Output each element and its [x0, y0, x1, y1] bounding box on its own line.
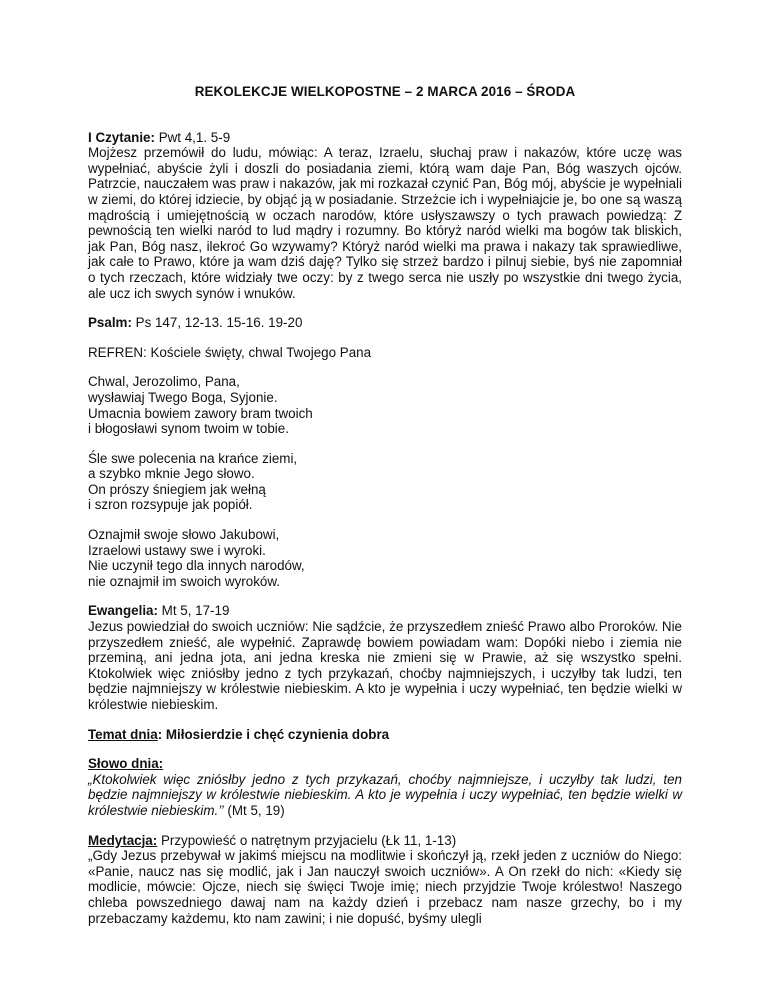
theme-section	[88, 727, 682, 743]
page-title: REKOLEKCJE WIELKOPOSTNE – 2 MARCA 2016 – ŚRODA	[194, 84, 576, 99]
reading-1-ref: Pwt 4,1. 5-9	[154, 129, 231, 145]
gospel-heading	[88, 603, 682, 619]
psalm-line: nie oznajmił im swoich wyroków.	[88, 573, 280, 589]
psalm-line: Chwal, Jerozolimo, Pana,	[88, 374, 240, 390]
word-ref: (Mt 5, 19)	[223, 802, 285, 818]
word-section	[88, 756, 682, 818]
psalm-line: Oznajmił swoje słowo Jakubowi,	[88, 527, 280, 543]
meditation-text: „Gdy Jezus przebywał w jakimś miejscu na modlitwie i skończył ją, rzekł jeden z uczniów do Niego: «Panie, naucz nas się modlić, jak i Jan nauczył swoich uczniów». A On rzekł do nich: «Kiedy się modlicie, mówcie: Ojcze, niech się święci Twoje imię; niech przyjdzie Twoje królestwo! Naszego chleba powszedniego dawaj nam na każdy dzień i przebacz nam nasze grzechy, bo i my przebaczamy każdemu, kto nam zawini; i nie dopuść, byśmy ulegli	[88, 848, 682, 926]
psalm-stanza-1	[88, 374, 682, 436]
psalm-line: i błogosławi synom twoim w tobie.	[88, 421, 289, 437]
reading-1-section	[88, 130, 682, 302]
reading-1-label: I Czytanie:	[88, 129, 155, 145]
psalm-refrain: REFREN: Kościele święty, chwal Twojego Pana	[88, 344, 372, 360]
psalm-line: Nie uczynił tego dla innych narodów,	[88, 558, 305, 574]
gospel-text: Jezus powiedział do swoich uczniów: Nie sądźcie, że przyszedłem znieść Prawo albo Proroków. Nie przyszedłem znieść, ale wypełnić. Zaprawdę bowiem powiadam wam: Dopóki niebo i ziemia nie przeminą, ani jedna jota, ani jedna kreska nie zmieni się w Prawie, aż się wszystko spełni. Ktokolwiek więc zniósłby jedno z tych przykazań, choćby najmniejszych, i uczyłby tak ludzi, ten będzie najmniejszy w królestwie niebieskim. A kto je wypełnia i uczy wypełniać, ten będzie wielki w królestwie niebieskim.	[88, 619, 682, 712]
theme-heading	[88, 727, 682, 743]
reading-1-heading	[88, 130, 682, 146]
word-label: Słowo dnia:	[88, 756, 164, 772]
word-paragraph	[88, 772, 682, 819]
meditation-label: Medytacja:	[88, 832, 158, 848]
gospel-ref: Mt 5, 17-19	[157, 603, 230, 619]
meditation-heading	[88, 833, 682, 849]
psalm-stanza-2	[88, 451, 682, 513]
gospel-label: Ewangelia:	[88, 603, 158, 619]
psalm-line: wysławiaj Twego Boga, Syjonie.	[88, 389, 278, 405]
document-content	[88, 84, 682, 926]
psalm-line: On prószy śniegiem jak wełną	[88, 481, 266, 497]
psalm-heading	[88, 315, 682, 331]
meditation-ref: Przypowieść o natrętnym przyjacielu (Łk 11, 1-13)	[157, 832, 457, 848]
gospel-section	[88, 603, 682, 712]
psalm-line: a szybko mknie Jego słowo.	[88, 466, 255, 482]
psalm-line: Umacnia bowiem zawory bram twoich	[88, 405, 313, 421]
theme-text: : Miłosierdzie i chęć czynienia dobra	[157, 726, 390, 742]
psalm-stanza-3	[88, 527, 682, 589]
psalm-label: Psalm:	[88, 315, 132, 331]
psalm-section	[88, 315, 682, 589]
psalm-ref: Ps 147, 12-13. 15-16. 19-20	[131, 315, 303, 331]
meditation-section	[88, 833, 682, 927]
word-quote: „Ktokolwiek więc zniósłby jedno z tych przykazań, choćby najmniejsze, i uczyłby tak ludzi, ten będzie najmniejszy w królestwie niebieskim. A kto je wypełnia i uczy wypełniać, ten będzie wielki w królestwie niebieskim.’’	[88, 771, 682, 818]
psalm-line: Izraelowi ustawy swe i wyroki.	[88, 542, 266, 558]
psalm-line: Śle swe polecenia na krańce ziemi,	[88, 450, 298, 466]
psalm-line: i szron rozsypuje jak popiół.	[88, 497, 253, 513]
reading-1-text: Mojżesz przemówił do ludu, mówiąc: A teraz, Izraelu, słuchaj praw i nakazów, które uczę was wypełniać, abyście żyli i doszli do posiadania ziemi, którą wam daje Pan, Bóg waszych ojców. Patrzcie, nauczałem was praw i nakazów, jak mi rozkazał czynić Pan, Bóg mój, abyście je wypełniali w ziemi, do której idziecie, by objąć ją w posiadanie. Strzeżcie ich i wypełniajcie je, bo one są waszą mądrością i umiejętnością w oczach narodów, które usłyszawszy o tych prawach powiedzą: Z pewnością ten wielki naród to lud mądry i rozumny. Bo któryż naród wielki ma bogów tak bliskich, jak Pan, Bóg nasz, ilekroć Go wzywamy? Któryż naród wielki ma prawa i nakazy tak sprawiedliwe, jak całe to Prawo, które ja wam dziś daję? Tylko się strzeż bardzo i pilnuj siebie, byś nie zapomniał o tych rzeczach, które widziały twe oczy: by z twego serca nie uszły po wszystkie dni twego życia, ale ucz ich swych synów i wnuków.	[88, 145, 682, 301]
theme-label: Temat dnia	[88, 726, 158, 742]
